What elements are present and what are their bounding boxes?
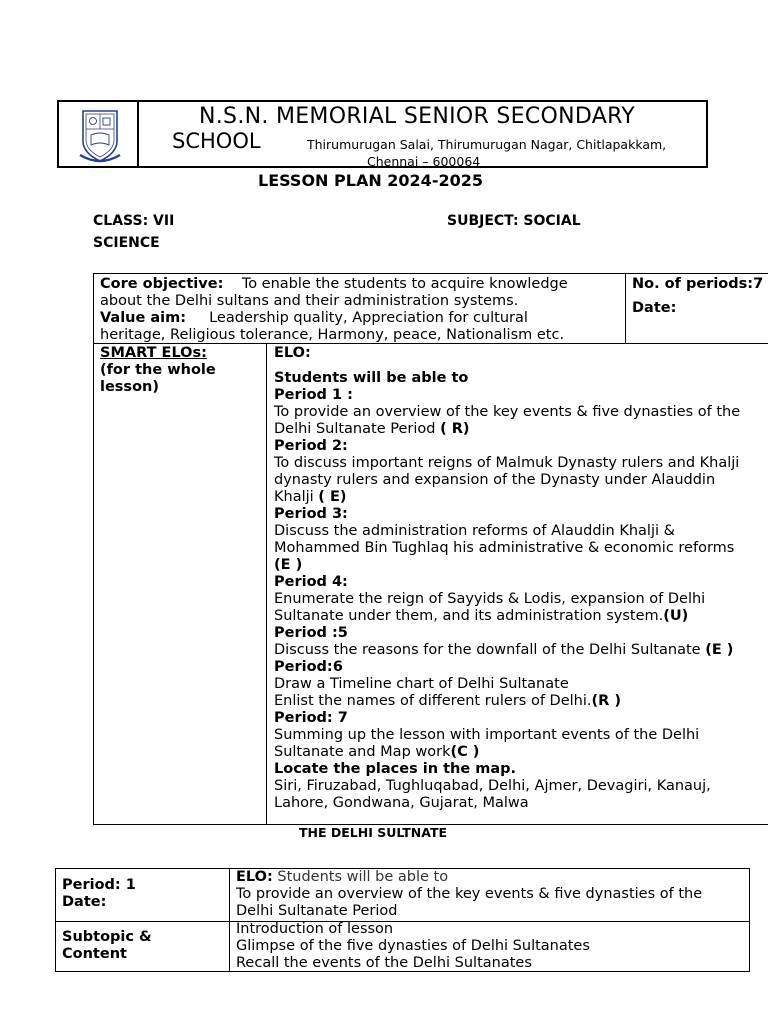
period4-label: Period 4: <box>274 574 348 590</box>
period7-line2: Sultanate and Map work <box>274 744 451 760</box>
content-line1: Introduction of lesson <box>236 921 394 937</box>
elo-label: ELO: <box>236 869 273 885</box>
school-header <box>57 100 708 168</box>
period3-line1: Discuss the administration reforms of Alauddin Khalji & <box>274 523 675 539</box>
smart-elos-sub2: lesson) <box>100 379 159 395</box>
elo-line3: Delhi Sultanate Period <box>236 903 398 919</box>
section-caption: THE DELHI SULTNATE <box>299 825 448 840</box>
period1-line1: To provide an overview of the key events & five dynasties of the <box>274 404 741 420</box>
period4-tag: (U) <box>663 608 689 624</box>
period1-tag: ( R) <box>440 421 470 437</box>
class-label: CLASS: VII <box>93 213 175 229</box>
period2-line3: Khalji <box>274 489 319 505</box>
core-objective-text2: about the Delhi sultans and their administration systems. <box>100 293 519 309</box>
smart-elos-label: SMART ELOs: <box>100 345 207 361</box>
lesson-plan-title: LESSON PLAN 2024-2025 <box>258 171 483 190</box>
elo-text: Students will be able to <box>272 869 449 885</box>
period7-tag: (C ) <box>450 744 480 760</box>
subject-label-continued: SCIENCE <box>93 235 160 251</box>
periods-cell <box>632 276 763 317</box>
period3-line2: Mohammed Bin Tughlaq his administrative & economic reforms <box>274 540 735 556</box>
value-aim-label: Value aim: <box>100 310 187 326</box>
value-aim-text: Leadership quality, Appreciation for cultural <box>209 310 528 326</box>
period1-label: Period 1 : <box>274 387 353 403</box>
period6-line1: Draw a Timeline chart of Delhi Sultanate <box>274 676 569 692</box>
period2-line2: dynasty rulers and expansion of the Dynasty under Alauddin <box>274 472 716 488</box>
core-objective-text: To enable the students to acquire knowledge <box>241 276 568 292</box>
subtopic-label1: Subtopic & <box>62 929 152 945</box>
smart-elos-sub1: (for the whole <box>100 362 216 378</box>
subtopic-cell <box>62 929 152 963</box>
subject-label: SUBJECT: SOCIAL <box>447 213 581 229</box>
elo-cell <box>274 345 740 812</box>
places-line2: Lahore, Gondwana, Gujarat, Malwa <box>274 795 529 811</box>
students-label: Students will be able to <box>274 370 469 386</box>
content-cell <box>236 921 590 972</box>
period3-tag: (E ) <box>274 557 303 573</box>
period2-tag: ( E) <box>318 489 347 505</box>
content-line3: Recall the events of the Delhi Sultanates <box>236 955 532 971</box>
school-address-line1: Thirumurugan Salai, Thirumurugan Nagar, Chitlapakkam, <box>307 137 667 152</box>
table-divider <box>229 869 230 971</box>
school-logo-icon <box>77 107 123 165</box>
period7-label: Period: 7 <box>274 710 348 726</box>
school-name-line2: SCHOOL <box>172 129 261 153</box>
lesson-overview-table <box>93 273 768 825</box>
core-objective-cell <box>100 276 568 344</box>
period5-tag: (E ) <box>705 642 734 658</box>
logo-cell <box>59 102 139 166</box>
period3-label: Period 3: <box>274 506 348 522</box>
period6-line2: Enlist the names of different rulers of Delhi. <box>274 693 592 709</box>
date-label: Date: <box>62 894 107 910</box>
elo-label: ELO: <box>274 345 311 361</box>
table-divider <box>625 274 626 343</box>
period5-line1: Discuss the reasons for the downfall of the Delhi Sultanate <box>274 642 706 658</box>
date-label: Date: <box>632 300 677 316</box>
period1-line2: Delhi Sultanate Period <box>274 421 441 437</box>
period2-line1: To discuss important reigns of Malmuk Dynasty rulers and Khalji <box>274 455 740 471</box>
period-date-cell <box>62 877 136 911</box>
elo-line2: To provide an overview of the key events & five dynasties of the <box>236 886 703 902</box>
period6-tag: (R ) <box>591 693 621 709</box>
smart-elos-cell <box>100 345 216 396</box>
period6-label: Period:6 <box>274 659 343 675</box>
periods-label: No. of periods:7 <box>632 276 764 292</box>
school-address-line2: Chennai – 600064 <box>367 154 481 169</box>
core-objective-label: Core objective: <box>100 276 224 292</box>
period4-line1: Enumerate the reign of Sayyids & Lodis, expansion of Delhi <box>274 591 706 607</box>
period4-line2: Sultanate under them, and its administration system. <box>274 608 664 624</box>
period2-label: Period 2: <box>274 438 348 454</box>
subtopic-label2: Content <box>62 946 127 962</box>
period-label: Period: 1 <box>62 877 136 893</box>
school-name-line1: N.S.N. MEMORIAL SENIOR SECONDARY <box>199 104 636 129</box>
elo-cell <box>236 869 702 920</box>
content-line2: Glimpse of the five dynasties of Delhi Sultanates <box>236 938 590 954</box>
places-line1: Siri, Firuzabad, Tughluqabad, Delhi, Ajmer, Devagiri, Kanauj, <box>274 778 711 794</box>
period5-label: Period :5 <box>274 625 348 641</box>
value-aim-text2: heritage, Religious tolerance, Harmony, peace, Nationalism etc. <box>100 327 565 343</box>
locate-label: Locate the places in the map. <box>274 761 517 777</box>
table-divider <box>266 343 267 824</box>
period1-table <box>55 868 750 972</box>
period7-line1: Summing up the lesson with important events of the Delhi <box>274 727 700 743</box>
